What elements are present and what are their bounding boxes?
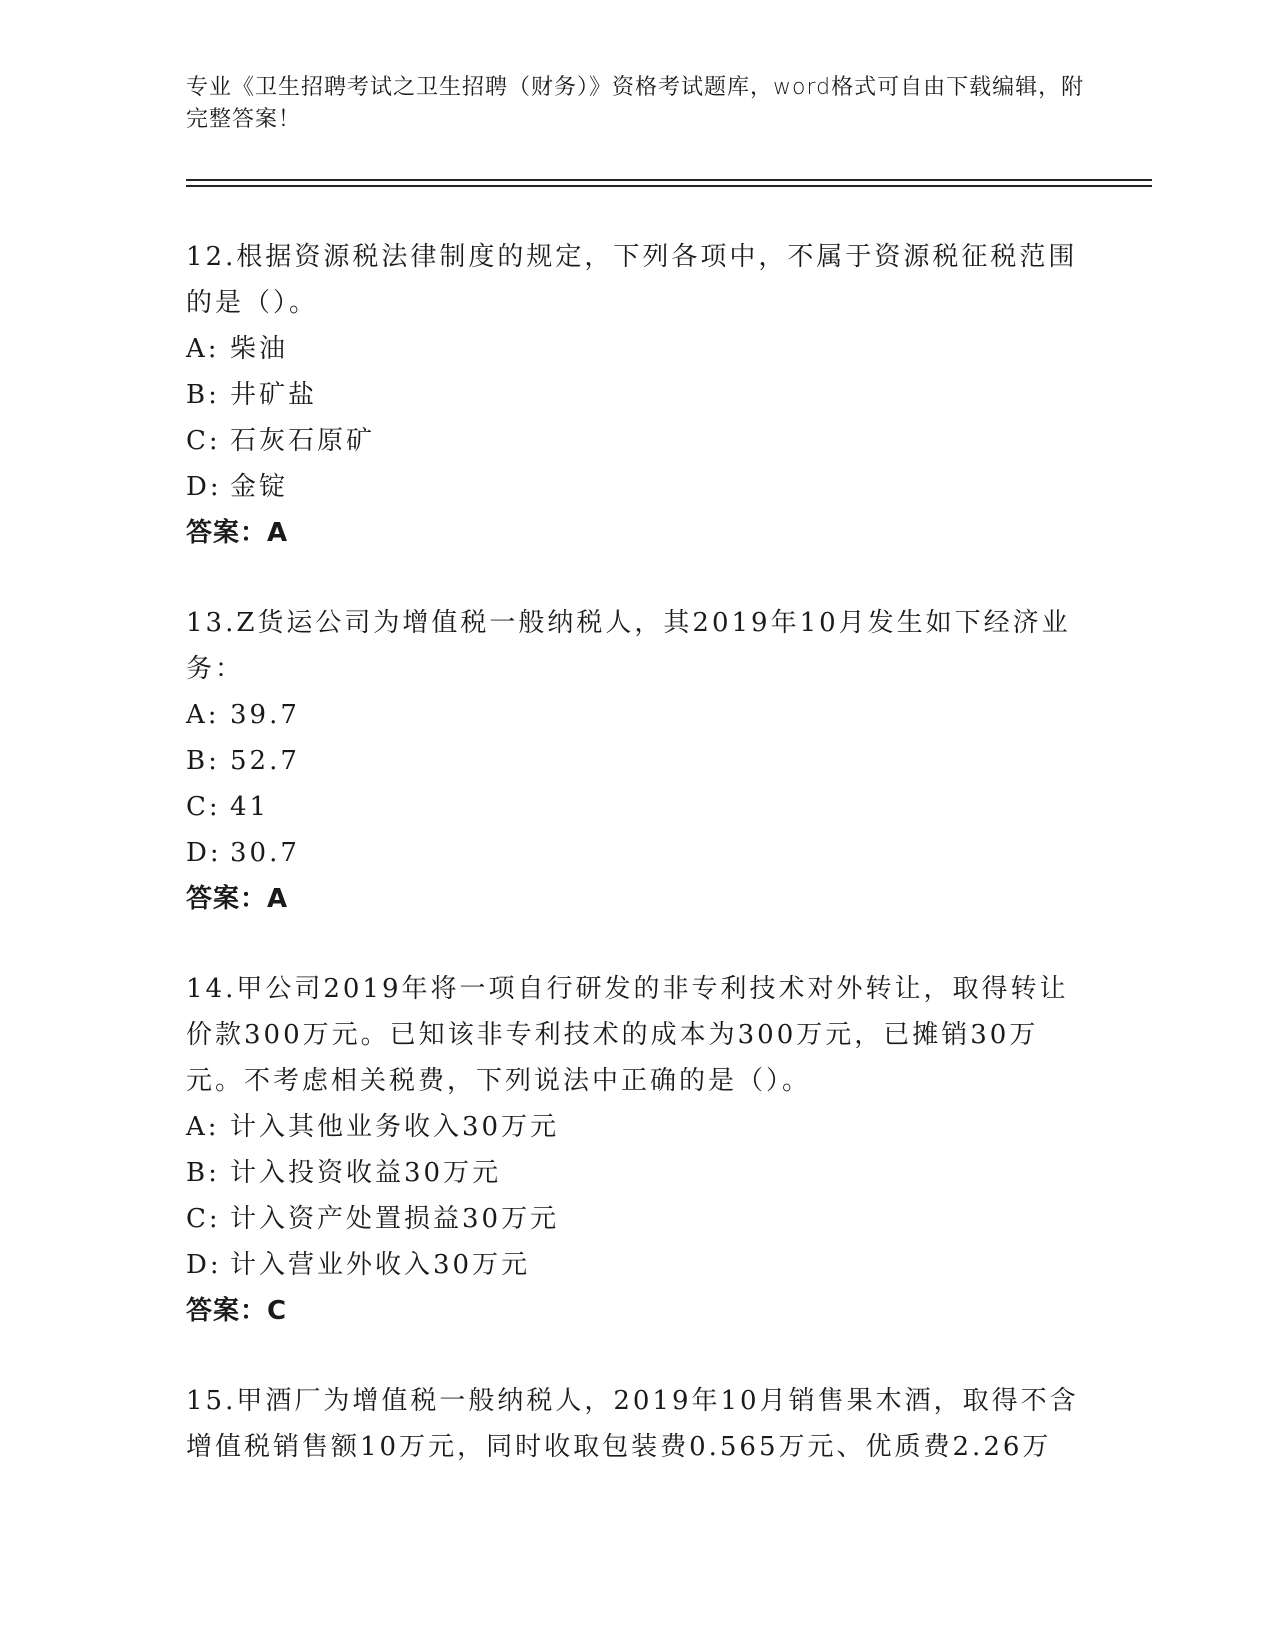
option-text: 41 [230,792,270,822]
question-12 [186,234,1086,556]
option-key: D: [186,1250,222,1280]
option-d [186,830,1086,876]
question-list [186,234,1086,1514]
document-header: 专业《卫生招聘考试之卫生招聘（财务）》资格考试题库，word格式可自由下载编辑，附完整答案！ [186,75,1085,132]
question-text: 12.根据资源税法律制度的规定，下列各项中，不属于资源税征税范围的是（）。 [186,242,1078,318]
question-14 [186,966,1086,1334]
option-b [186,1150,1086,1196]
header-divider-top [186,179,1152,181]
option-key: B: [186,380,220,410]
answer-line: 答案：C [186,1296,288,1326]
option-b [186,738,1086,784]
option-text: 计入投资收益30万元 [230,1158,502,1188]
option-key: C: [186,792,221,822]
question-text: 15.甲酒厂为增值税一般纳税人，2019年10月销售果木酒，取得不含增值税销售额10万元，同时收取包装费0.565万元、优质费2.26万 [186,1386,1079,1462]
option-text: 柴油 [230,334,289,364]
option-key: C: [186,1204,221,1234]
option-a [186,692,1086,738]
answer-line: 答案：A [186,884,289,914]
option-key: A: [186,334,220,364]
option-key: B: [186,1158,220,1188]
option-d [186,464,1086,510]
header-divider-bottom [186,185,1152,187]
option-text: 计入其他业务收入30万元 [230,1112,560,1142]
question-13 [186,600,1086,922]
option-key: D: [186,838,222,868]
option-text: 计入营业外收入30万元 [230,1250,531,1280]
option-text: 井矿盐 [230,380,318,410]
question-text: 13.Z货运公司为增值税一般纳税人，其2019年10月发生如下经济业务： [186,608,1071,684]
option-text: 计入资产处置损益30万元 [230,1204,560,1234]
option-key: B: [186,746,220,776]
option-text: 39.7 [230,700,300,730]
option-c [186,784,1086,830]
question-text: 14.甲公司2019年将一项自行研发的非专利技术对外转让，取得转让价款300万元。已知该非专利技术的成本为300万元，已摊销30万元。不考虑相关税费，下列说法中正确的是（）。 [186,974,1069,1096]
question-15 [186,1378,1086,1470]
option-d [186,1242,1086,1288]
option-b [186,372,1086,418]
option-text: 金锭 [230,472,289,502]
option-a [186,326,1086,372]
option-key: A: [186,700,220,730]
option-key: D: [186,472,222,502]
option-c [186,418,1086,464]
option-key: C: [186,426,221,456]
answer-line: 答案：A [186,518,289,548]
option-text: 30.7 [230,838,300,868]
option-key: A: [186,1112,220,1142]
option-text: 52.7 [230,746,300,776]
option-c [186,1196,1086,1242]
option-text: 石灰石原矿 [230,426,376,456]
option-a [186,1104,1086,1150]
